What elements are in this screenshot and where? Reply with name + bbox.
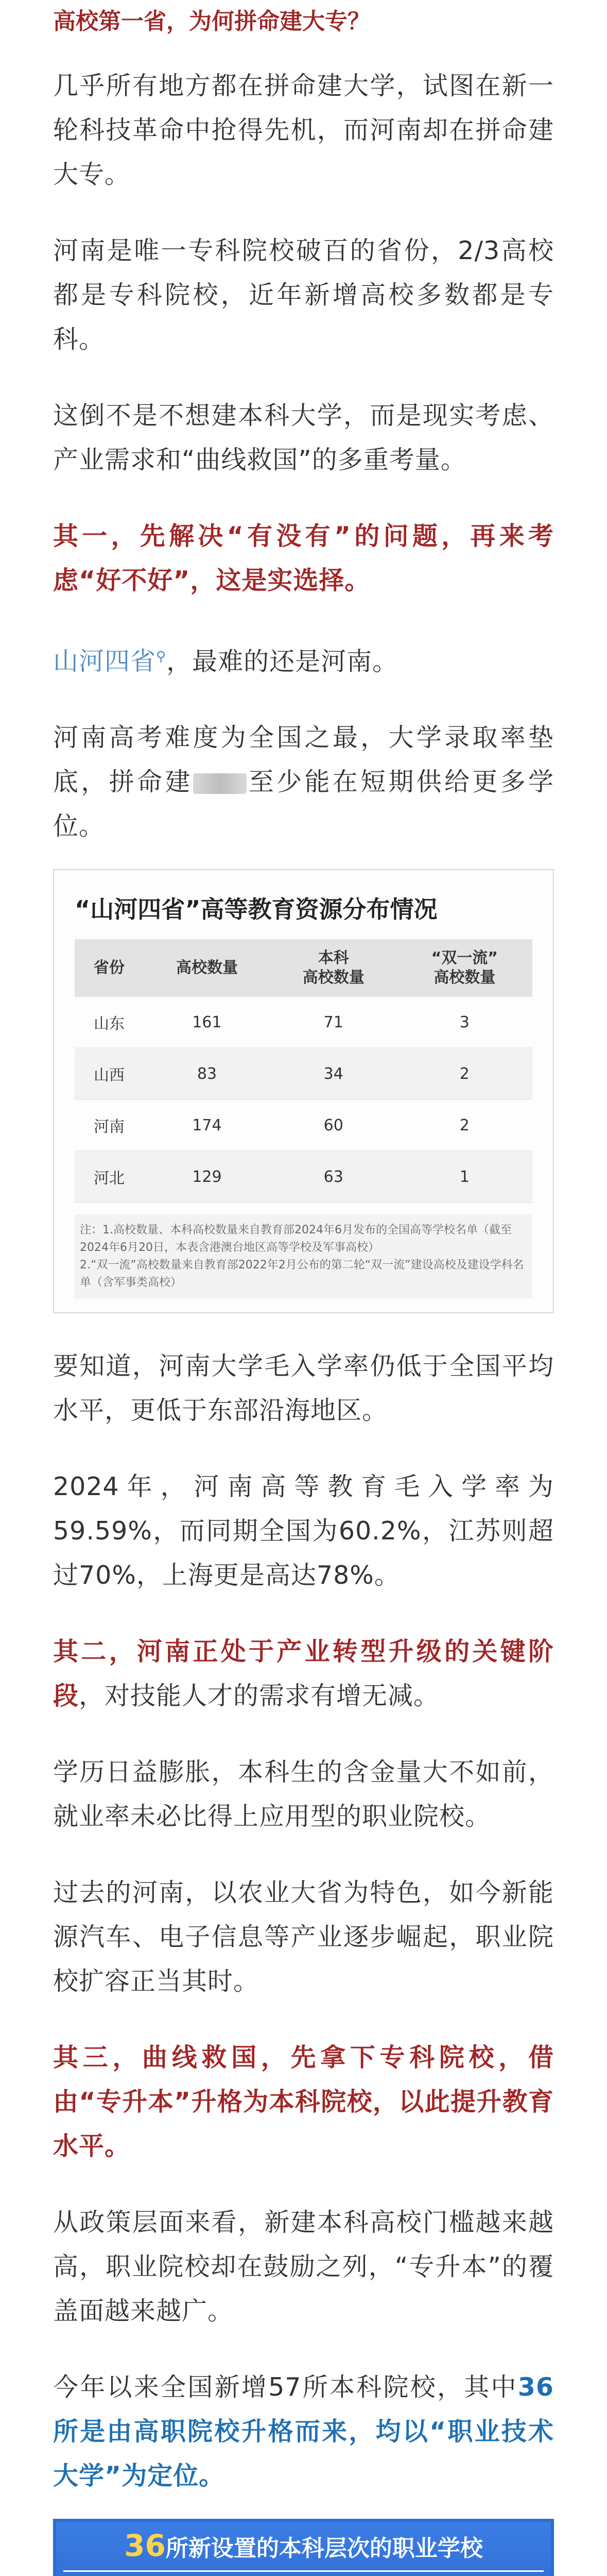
table-cell: 2 — [397, 1048, 532, 1099]
education-table — [75, 939, 532, 1203]
table-cell: 174 — [144, 1099, 270, 1151]
search-topic-icon: ⚲ — [156, 649, 167, 665]
info-banner — [53, 2519, 554, 2576]
table-cell: 83 — [144, 1048, 270, 1099]
table-cell: 60 — [270, 1099, 397, 1151]
table-cell: 34 — [270, 1048, 397, 1099]
banner-line-1: 36所新设置的本科层次的职业学校 — [63, 2528, 544, 2572]
table-title: “山河四省”高等教育资源分布情况 — [75, 895, 438, 924]
table-row — [75, 1099, 532, 1151]
blurred-text — [193, 773, 247, 794]
table-cell: 山西 — [75, 1048, 144, 1099]
paragraph-1: 几乎所有地方都在拼命建大学，试图在新一轮科技革命中抢得先机，而河南却在拼命建大专。 — [53, 71, 554, 189]
paragraph-8: 2024年，河南高等教育毛入学率为59.59%，而同期全国为60.2%，江苏则超过70%，上海更是高达78%。 — [53, 1472, 554, 1590]
paragraph-5: 山河四省⚲，最难的还是河南。 — [53, 647, 398, 676]
paragraph-10: 学历日益膨胀，本科生的含金量大不如前，就业率未必比得上应用型的职业院校。 — [53, 1757, 554, 1832]
table-header: 省份 — [75, 939, 144, 997]
article-heading: 高校第一省，为何拼命建大专？ — [53, 8, 370, 35]
paragraph-14: 今年以来全国新增57所本科院校，其中36所是由高职院校升格而来，均以“职业技术大学”为定位。 — [53, 2372, 554, 2491]
table-header: “双一流” 高校数量 — [397, 939, 532, 997]
paragraph-2: 河南是唯一专科院校破百的省份，2/3高校都是专科院校，近年新增高校多数都是专科。 — [53, 236, 554, 354]
table-row — [75, 1151, 532, 1202]
paragraph-6: 河南高考难度为全国之最，大学录取率垫底，拼命建 至少能在短期供给更多学位。 — [53, 723, 554, 841]
topic-link[interactable]: 山河四省⚲ — [53, 647, 167, 676]
table-cell: 河南 — [75, 1099, 144, 1151]
table-cell: 63 — [270, 1151, 397, 1202]
table-cell: 2 — [397, 1099, 532, 1151]
table-cell: 161 — [144, 997, 270, 1048]
table-note-2: 2.“双一流”高校数量来自教育部2022年2月公布的第二轮“双一流”建设高校及建设学科名单（含军事类高校） — [80, 1259, 524, 1290]
table-card — [53, 869, 554, 1313]
paragraph-3: 这倒不是不想建本科大学，而是现实考虑、产业需求和“曲线救国”的多重考量。 — [53, 401, 554, 474]
paragraph-13: 从政策层面来看，新建本科高校门槛越来越高，职业院校却在鼓励之列，“专升本”的覆盖面越来越广。 — [53, 2208, 554, 2326]
table-header: 高校数量 — [144, 939, 270, 997]
table-cell: 3 — [397, 997, 532, 1048]
paragraph-7: 要知道，河南大学毛入学率仍低于全国平均水平，更低于东部沿海地区。 — [53, 1351, 554, 1426]
table-cell: 山东 — [75, 997, 144, 1048]
banner-number-1: 36 — [124, 2528, 166, 2564]
table-row — [75, 997, 532, 1048]
paragraph-11: 过去的河南，以农业大省为特色，如今新能源汽车、电子信息等产业逐步崛起，职业院校扩容正当其时。 — [53, 1878, 554, 1996]
paragraph-4-highlight: 其一，先解决“有没有”的问题，再来考虑“好不好”，这是实选择。 — [53, 521, 554, 595]
paragraph-9: 其二，河南正处于产业转型升级的关键阶段，对技能人才的需求有增无减。 — [53, 1637, 554, 1711]
table-note-1: 注：1.高校数量、本科高校数量来自教育部2024年6月发布的全国高等学校名单（截至2024年6月20日，本表含港澳台地区高等学校及军事高校） — [80, 1224, 512, 1255]
table-row — [75, 1048, 532, 1099]
table-cell: 河北 — [75, 1151, 144, 1202]
table-cell: 129 — [144, 1151, 270, 1202]
table-cell: 1 — [397, 1151, 532, 1202]
paragraph-12-highlight: 其三，曲线救国，先拿下专科院校，借由“专升本”升格为本科院校，以此提升教育水平。 — [53, 2043, 554, 2161]
table-cell: 71 — [270, 997, 397, 1048]
table-header: 本科 高校数量 — [270, 939, 397, 997]
table-note — [75, 1214, 532, 1299]
